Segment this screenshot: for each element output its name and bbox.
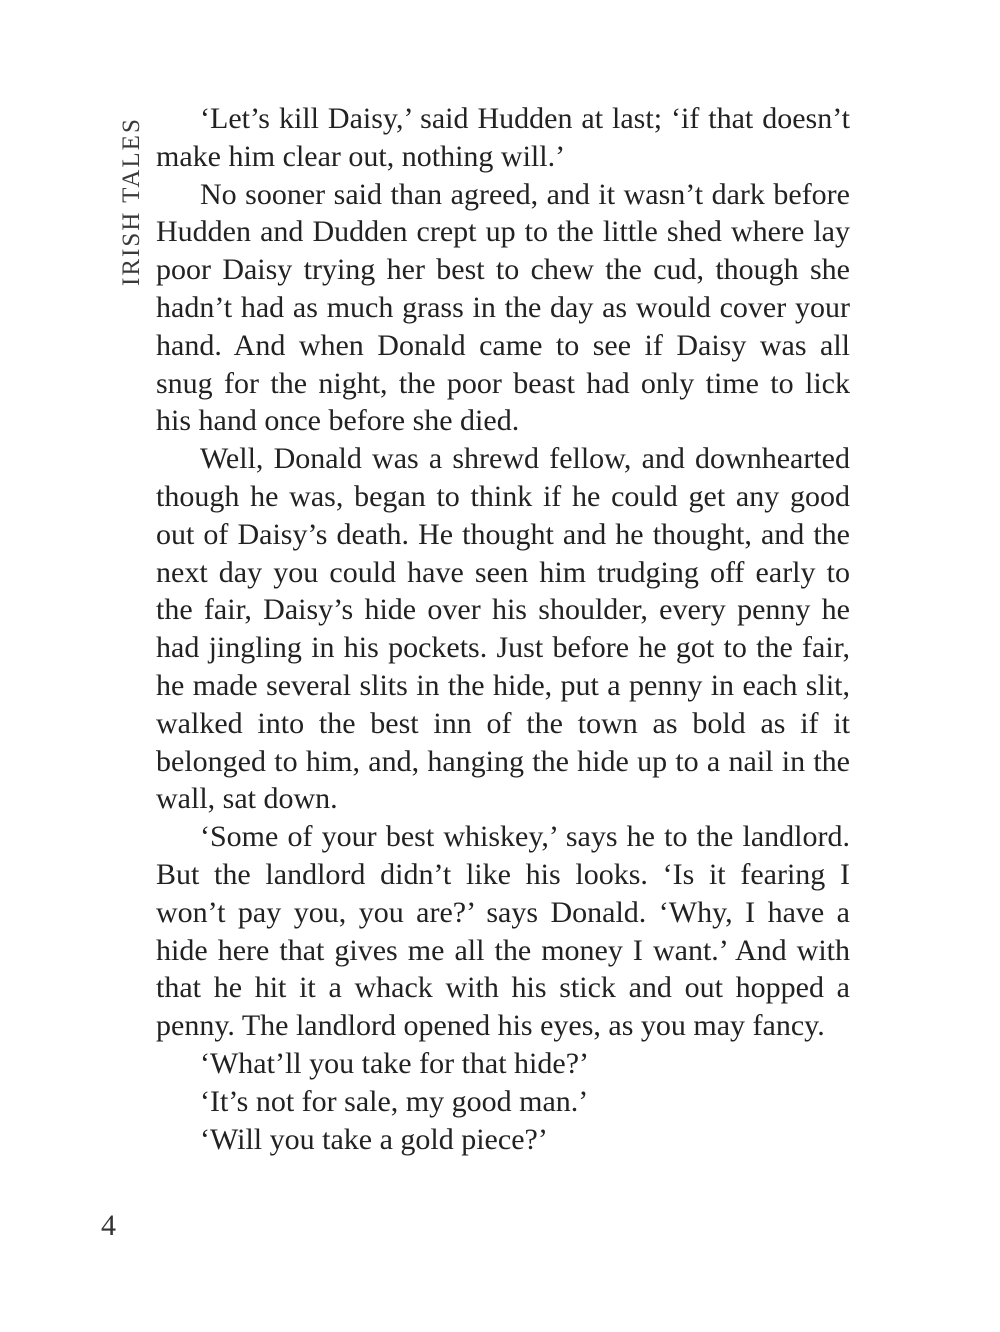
page-number: 4	[101, 1209, 116, 1242]
paragraph: ‘Let’s kill Daisy,’ said Hudden at last; ‘if that doesn’t make him clear out, nothing will.’	[156, 102, 850, 173]
paragraph: ‘What’ll you take for that hide?’	[200, 1046, 590, 1080]
paragraph: No sooner said than agreed, and it wasn’t dark before Hudden and Dudden crept up to the little shed where lay poor Daisy trying her best to chew the cud, though she hadn’t had as much grass in the day as would cover your hand. And when Donald came to see if Daisy was all snug for the night, the poor beast had only time to lick his hand once before she died.	[156, 177, 850, 438]
paragraph: Well, Donald was a shrewd fellow, and downhearted though he was, began to think if he could get any good out of Daisy’s death. He thought and he thought, and the next day you could have seen him trudging off early to the fair, Daisy’s hide over his shoulder, every penny he had jingling in his pockets. Just before he got to the fair, he made several slits in the hide, put a penny in each slit, walked into the best inn of the town as bold as if it belonged to him, and, hanging the hide up to a nail in the wall, sat down.	[156, 442, 850, 816]
paragraph: ‘Some of your best whiskey,’ says he to the landlord. But the landlord didn’t like his looks. ‘Is it fearing I won’t pay you, you are?’ says Donald. ‘Why, I have a hide here that gives me all the money I want.’ And with that he hit it a whack with his stick and out hopped a penny. The landlord opened his eyes, as you may fancy.	[156, 820, 850, 1043]
paragraph: ‘It’s not for sale, my good man.’	[200, 1084, 589, 1118]
body-text	[156, 100, 850, 1158]
paragraph: ‘Will you take a gold piece?’	[200, 1122, 548, 1156]
running-head: IRISH TALES	[118, 117, 145, 286]
